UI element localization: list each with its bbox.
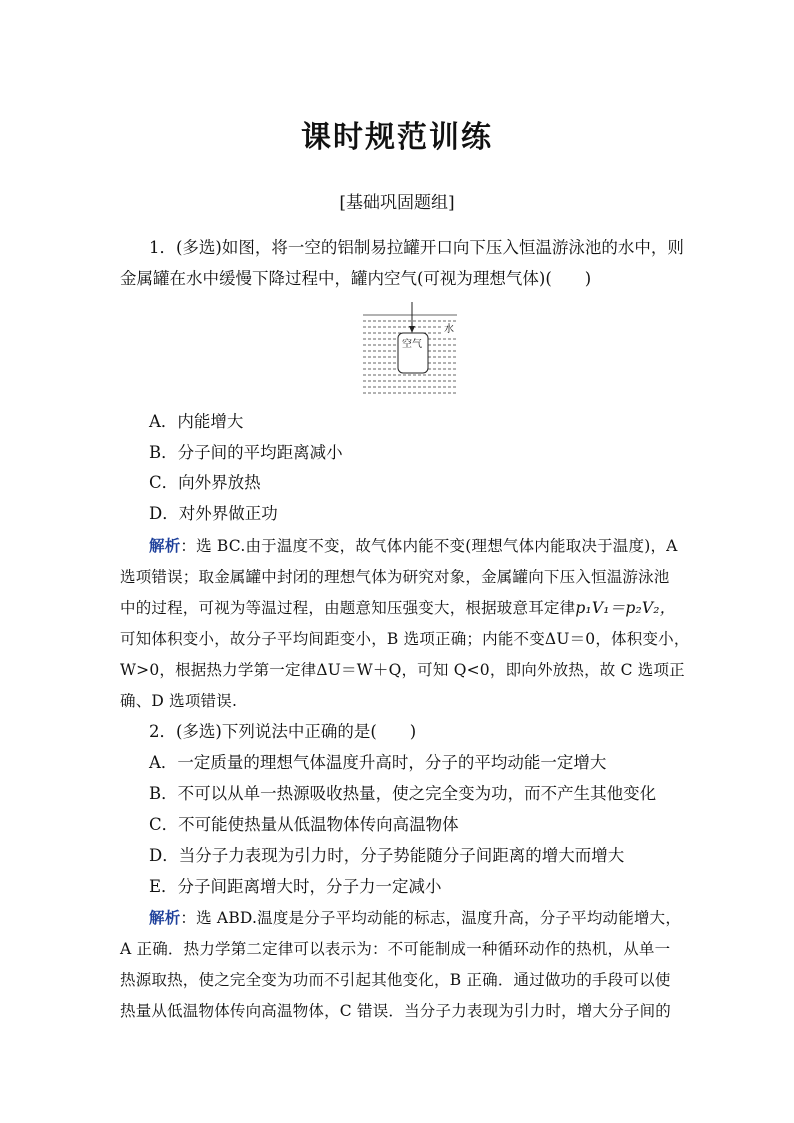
air-label: 空气 — [402, 339, 422, 350]
q1-formula-du: ΔU＝0，体积变小， — [544, 630, 690, 648]
q1-solution-line4 — [120, 628, 690, 650]
push-arrow-head — [409, 326, 415, 333]
q1-stem-line2: 金属罐在水中缓慢下降过程中，罐内空气(可视为理想气体)( ) — [120, 269, 592, 288]
q1-option-b: B．分子间的平均距离减小 — [149, 443, 343, 462]
q1-solution-text3: 中的过程，可视为等温过程，由题意知压强变大，根据玻意耳定律 — [120, 599, 576, 617]
q1-solution-line2: 选项错误；取金属罐中封闭的理想气体为研究对象，金属罐向下压入恒温游泳池 — [120, 568, 670, 586]
q2-option-b: B．不可以从单一热源吸收热量，使之完全变为功，而不产生其他变化 — [149, 784, 657, 803]
q1-solution-line6: 确、D 选项错误. — [120, 692, 238, 710]
q1-solution-text1: ：选 BC.由于温度不变，故气体内能不变(理想气体内能取决于温度)，A — [180, 537, 678, 555]
q1-solution-text5: W>0，根据热力学第一定律 — [120, 661, 317, 679]
q1-option-a: A．内能增大 — [149, 412, 244, 431]
q1-solution-line1 — [149, 535, 709, 557]
q1-solution-text4: 可知体积变小，故分子平均间距变小，B 选项正确；内能不变 — [120, 630, 545, 648]
q2-solution-line3: 热源取热，使之完全变为功而不引起其他变化，B 正确．通过做功的手段可以使 — [120, 971, 671, 989]
water-label: 水 — [444, 324, 454, 335]
q1-option-d: D．对外界做正功 — [149, 504, 278, 523]
solution-label: 解析 — [149, 908, 181, 927]
q2-solution-line2: A 正确．热力学第二定律可以表示为：不可能制成一种循环动作的热机，从单一 — [120, 940, 671, 958]
page-title: 课时规范训练 — [301, 120, 493, 155]
q2-option-a: A．一定质量的理想气体温度升高时，分子的平均动能一定增大 — [149, 753, 607, 772]
q1-stem-line1: 1．(多选)如图，将一空的铝制易拉罐开口向下压入恒温游泳池的水中，则 — [149, 238, 684, 257]
q2-solution-line1 — [149, 907, 709, 929]
q2-option-e: E．分子间距离增大时，分子力一定减小 — [149, 877, 442, 896]
section-heading: [基础巩固题组] — [339, 193, 455, 213]
q1-formula-first-law: ΔU＝W＋Q，可知 Q<0，即向外放热，故 C 选项正 — [316, 661, 685, 679]
q1-solution-line5 — [120, 659, 685, 681]
q2-option-d: D．当分子力表现为引力时，分子势能随分子间距离的增大而增大 — [149, 846, 625, 865]
q2-solution-line4: 热量从低温物体传向高温物体，C 错误．当分子力表现为引力时，增大分子间的 — [120, 1002, 671, 1020]
q1-solution-line3 — [120, 597, 680, 619]
q1-option-c: C．向外界放热 — [149, 473, 261, 492]
q2-option-c: C．不可能使热量从低温物体传向高温物体 — [149, 815, 459, 834]
q2-stem: 2．(多选)下列说法中正确的是( ) — [149, 722, 417, 741]
solution-label: 解析 — [149, 536, 181, 555]
q2-solution-text1: ：选 ABD.温度是分子平均动能的标志，温度升高，分子平均动能增大， — [180, 909, 682, 927]
q1-figure-can-in-water — [360, 300, 460, 400]
q1-formula-boyle: p₁V₁＝p₂V₂， — [575, 599, 676, 617]
